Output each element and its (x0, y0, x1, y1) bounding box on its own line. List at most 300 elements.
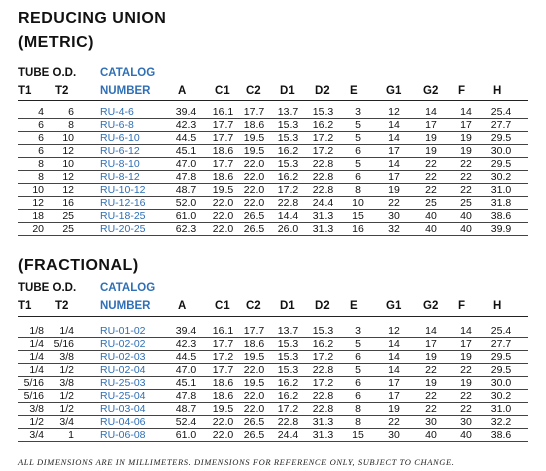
value-cell: 16.2 (277, 171, 299, 183)
value-cell: 17 (460, 119, 472, 131)
value-cell: 17.7 (212, 364, 234, 376)
column-header-d2: D2 (315, 300, 330, 312)
value-cell: 40 (460, 210, 472, 222)
value-cell: 19 (425, 351, 437, 363)
value-cell: 15.3 (277, 338, 299, 350)
value-cell: 22 (460, 403, 472, 415)
value-cell: 16.2 (277, 377, 299, 389)
t2-cell: 12 (62, 184, 74, 196)
value-cell: 8 (355, 403, 361, 415)
table-row (18, 198, 528, 210)
value-cell: 48.7 (175, 184, 197, 196)
value-cell: 22.0 (243, 403, 265, 415)
value-cell: 31.8 (490, 197, 512, 209)
t2-cell: 1/2 (59, 390, 74, 402)
value-cell: 18.6 (243, 119, 265, 131)
value-cell: 15.3 (277, 351, 299, 363)
value-cell: 39.4 (175, 106, 197, 118)
value-cell: 31.0 (490, 403, 512, 415)
value-cell: 30 (388, 429, 400, 441)
value-cell: 22 (425, 390, 437, 402)
t1-cell: 3/8 (29, 403, 44, 415)
value-cell: 22 (425, 184, 437, 196)
catalog-number: RU-25-03 (100, 377, 146, 389)
value-cell: 19 (460, 351, 472, 363)
column-header-f: F (458, 85, 466, 97)
column-header-c2: C2 (246, 85, 261, 97)
value-cell: 17 (388, 377, 400, 389)
t2-cell: 1/2 (59, 364, 74, 376)
value-cell: 16.1 (212, 325, 234, 337)
value-cell: 22.0 (212, 210, 234, 222)
value-cell: 14 (388, 351, 400, 363)
column-header-d1: D1 (280, 300, 295, 312)
catalog-number: RU-02-02 (100, 338, 146, 350)
t2-header: T2 (55, 300, 69, 312)
t1-cell: 1/2 (29, 416, 44, 428)
value-cell: 16.2 (277, 390, 299, 402)
t2-cell: 10 (62, 132, 74, 144)
value-cell: 17 (460, 338, 472, 350)
value-cell: 22.0 (212, 223, 234, 235)
value-cell: 16.1 (212, 106, 234, 118)
value-cell: 22.0 (212, 197, 234, 209)
value-cell: 18.6 (212, 171, 234, 183)
value-cell: 15.3 (277, 364, 299, 376)
value-cell: 8 (355, 184, 361, 196)
column-header-c1: C1 (215, 85, 230, 97)
catalog-number: RU-25-04 (100, 390, 146, 402)
column-header-h: H (493, 85, 502, 97)
value-cell: 42.3 (175, 119, 197, 131)
t2-cell: 3/8 (59, 351, 74, 363)
value-cell: 18.6 (212, 390, 234, 402)
table-row (18, 120, 528, 132)
value-cell: 5 (355, 364, 361, 376)
value-cell: 26.5 (243, 210, 265, 222)
t1-cell: 5/16 (23, 377, 44, 389)
value-cell: 17 (388, 171, 400, 183)
value-cell: 22.8 (277, 197, 299, 209)
value-cell: 15.3 (277, 132, 299, 144)
value-cell: 14 (388, 338, 400, 350)
value-cell: 22.0 (243, 184, 265, 196)
t2-cell: 1/2 (59, 403, 74, 415)
value-cell: 22.8 (312, 390, 334, 402)
table-row (18, 211, 528, 223)
t2-cell: 1 (68, 429, 74, 441)
catalog-number: RU-10-12 (100, 184, 146, 196)
value-cell: 22 (425, 364, 437, 376)
t2-cell: 12 (62, 171, 74, 183)
table-row (18, 339, 528, 351)
t2-header: T2 (55, 85, 69, 97)
value-cell: 12 (388, 325, 400, 337)
number-header: NUMBER (100, 300, 151, 312)
value-cell: 17.7 (212, 158, 234, 170)
value-cell: 52.4 (175, 416, 197, 428)
value-cell: 26.5 (243, 223, 265, 235)
value-cell: 17.7 (212, 119, 234, 131)
column-header-d1: D1 (280, 85, 295, 97)
column-header-a: A (178, 300, 187, 312)
value-cell: 29.5 (490, 158, 512, 170)
value-cell: 31.3 (312, 429, 334, 441)
value-cell: 45.1 (175, 145, 197, 157)
fractional-title: (FRACTIONAL) (18, 257, 139, 274)
t2-cell: 16 (62, 197, 74, 209)
value-cell: 22 (460, 184, 472, 196)
value-cell: 27.7 (490, 338, 512, 350)
value-cell: 30 (388, 210, 400, 222)
table-row (18, 404, 528, 416)
value-cell: 39.4 (175, 325, 197, 337)
value-cell: 17.2 (212, 351, 234, 363)
fractional-header-rule (18, 316, 528, 317)
t1-cell: 12 (32, 197, 44, 209)
value-cell: 26.5 (243, 416, 265, 428)
column-header-h: H (493, 300, 502, 312)
value-cell: 19.5 (212, 403, 234, 415)
value-cell: 40 (425, 210, 437, 222)
value-cell: 14 (388, 364, 400, 376)
value-cell: 39.9 (490, 223, 512, 235)
catalog-number: RU-20-25 (100, 223, 146, 235)
t2-cell: 3/4 (59, 416, 74, 428)
value-cell: 22.0 (243, 390, 265, 402)
value-cell: 22.8 (312, 158, 334, 170)
value-cell: 61.0 (175, 210, 197, 222)
value-cell: 5 (355, 338, 361, 350)
t1-header: T1 (18, 85, 32, 97)
value-cell: 5 (355, 132, 361, 144)
value-cell: 22.0 (212, 416, 234, 428)
table-row (18, 107, 528, 119)
value-cell: 31.0 (490, 184, 512, 196)
t1-cell: 1/4 (29, 338, 44, 350)
value-cell: 14.4 (277, 210, 299, 222)
value-cell: 15.3 (312, 325, 334, 337)
catalog-number: RU-4-6 (100, 106, 134, 118)
table-row (18, 172, 528, 184)
value-cell: 30 (460, 416, 472, 428)
value-cell: 3 (355, 325, 361, 337)
value-cell: 52.0 (175, 197, 197, 209)
value-cell: 31.3 (312, 210, 334, 222)
t1-cell: 10 (32, 184, 44, 196)
tube-od-header: TUBE O.D. (18, 282, 77, 294)
value-cell: 32 (388, 223, 400, 235)
metric-header-rule (18, 100, 528, 101)
value-cell: 27.7 (490, 119, 512, 131)
catalog-number: RU-8-12 (100, 171, 140, 183)
column-header-f: F (458, 300, 466, 312)
value-cell: 17 (388, 390, 400, 402)
value-cell: 17 (425, 338, 437, 350)
value-cell: 17.7 (243, 106, 265, 118)
t2-cell: 25 (62, 210, 74, 222)
value-cell: 17 (388, 145, 400, 157)
table-row (18, 133, 528, 145)
value-cell: 24.4 (312, 197, 334, 209)
value-cell: 22.0 (243, 197, 265, 209)
column-header-c1: C1 (215, 300, 230, 312)
t1-cell: 1/8 (29, 325, 44, 337)
value-cell: 17 (425, 119, 437, 131)
value-cell: 48.7 (175, 403, 197, 415)
footnote: ALL DIMENSIONS ARE IN MILLIMETERS. DIMENSIONS FOR REFERENCE ONLY, SUBJECT TO CHANGE. (18, 457, 455, 467)
table-row (18, 185, 528, 197)
t1-cell: 6 (38, 145, 44, 157)
value-cell: 22 (425, 171, 437, 183)
value-cell: 38.6 (490, 429, 512, 441)
value-cell: 5 (355, 158, 361, 170)
value-cell: 30.2 (490, 390, 512, 402)
value-cell: 22 (425, 403, 437, 415)
column-header-e: E (350, 85, 358, 97)
table-row (18, 352, 528, 364)
t1-cell: 8 (38, 158, 44, 170)
value-cell: 22 (460, 364, 472, 376)
value-cell: 15.3 (312, 106, 334, 118)
t2-cell: 25 (62, 223, 74, 235)
value-cell: 14 (460, 106, 472, 118)
t1-cell: 5/16 (23, 390, 44, 402)
table-row (18, 146, 528, 158)
value-cell: 44.5 (175, 132, 197, 144)
metric-title-line2: (METRIC) (18, 34, 94, 51)
value-cell: 19.5 (243, 132, 265, 144)
value-cell: 14 (460, 325, 472, 337)
value-cell: 17.2 (277, 403, 299, 415)
value-cell: 62.3 (175, 223, 197, 235)
value-cell: 19 (425, 377, 437, 389)
value-cell: 3 (355, 106, 361, 118)
table-row (18, 326, 528, 338)
value-cell: 40 (425, 429, 437, 441)
value-cell: 22 (425, 158, 437, 170)
value-cell: 31.3 (312, 416, 334, 428)
catalog-header: CATALOG (100, 67, 156, 79)
value-cell: 22.0 (243, 171, 265, 183)
value-cell: 25.4 (490, 106, 512, 118)
value-cell: 22.0 (243, 364, 265, 376)
value-cell: 22 (388, 197, 400, 209)
t1-cell: 1/4 (29, 364, 44, 376)
value-cell: 14 (388, 119, 400, 131)
value-cell: 22 (460, 158, 472, 170)
value-cell: 6 (355, 145, 361, 157)
catalog-header: CATALOG (100, 282, 156, 294)
column-header-g1: G1 (386, 300, 402, 312)
t2-cell: 5/16 (53, 338, 74, 350)
t1-cell: 3/4 (29, 429, 44, 441)
value-cell: 15.3 (277, 158, 299, 170)
value-cell: 47.8 (175, 390, 197, 402)
catalog-number: RU-02-03 (100, 351, 146, 363)
number-header: NUMBER (100, 85, 151, 97)
value-cell: 19 (425, 132, 437, 144)
t1-header: T1 (18, 300, 32, 312)
value-cell: 22 (460, 390, 472, 402)
value-cell: 40 (460, 429, 472, 441)
value-cell: 40 (425, 223, 437, 235)
value-cell: 47.0 (175, 158, 197, 170)
table-row (18, 391, 528, 403)
value-cell: 15.3 (277, 119, 299, 131)
table-row (18, 224, 528, 236)
table-row (18, 378, 528, 390)
value-cell: 19 (460, 132, 472, 144)
t2-cell: 3/8 (59, 377, 74, 389)
catalog-number: RU-8-10 (100, 158, 140, 170)
t1-cell: 18 (32, 210, 44, 222)
value-cell: 15 (352, 210, 364, 222)
column-header-g2: G2 (423, 300, 439, 312)
value-cell: 22.8 (277, 416, 299, 428)
value-cell: 19.5 (212, 184, 234, 196)
value-cell: 14 (425, 106, 437, 118)
value-cell: 19 (460, 377, 472, 389)
value-cell: 29.5 (490, 364, 512, 376)
catalog-number: RU-6-12 (100, 145, 140, 157)
value-cell: 30.0 (490, 377, 512, 389)
value-cell: 30 (425, 416, 437, 428)
t1-cell: 8 (38, 171, 44, 183)
value-cell: 13.7 (277, 325, 299, 337)
value-cell: 10 (352, 197, 364, 209)
catalog-number: RU-6-8 (100, 119, 134, 131)
t1-cell: 6 (38, 119, 44, 131)
value-cell: 17.2 (312, 351, 334, 363)
t2-cell: 10 (62, 158, 74, 170)
value-cell: 16 (352, 223, 364, 235)
value-cell: 5 (355, 119, 361, 131)
value-cell: 17.2 (312, 145, 334, 157)
value-cell: 22 (460, 171, 472, 183)
value-cell: 22.8 (312, 184, 334, 196)
value-cell: 6 (355, 171, 361, 183)
value-cell: 17.2 (312, 132, 334, 144)
value-cell: 6 (355, 390, 361, 402)
value-cell: 30.0 (490, 145, 512, 157)
value-cell: 22 (388, 416, 400, 428)
value-cell: 31.3 (312, 223, 334, 235)
value-cell: 13.7 (277, 106, 299, 118)
value-cell: 17.7 (212, 338, 234, 350)
t1-cell: 6 (38, 132, 44, 144)
value-cell: 14 (388, 132, 400, 144)
value-cell: 19 (460, 145, 472, 157)
value-cell: 16.2 (312, 338, 334, 350)
value-cell: 19 (388, 403, 400, 415)
column-header-a: A (178, 85, 187, 97)
catalog-number: RU-03-04 (100, 403, 146, 415)
value-cell: 17.2 (277, 184, 299, 196)
value-cell: 19.5 (243, 377, 265, 389)
catalog-number: RU-02-04 (100, 364, 146, 376)
value-cell: 26.5 (243, 429, 265, 441)
value-cell: 38.6 (490, 210, 512, 222)
value-cell: 18.6 (212, 377, 234, 389)
column-header-e: E (350, 300, 358, 312)
table-row (18, 417, 528, 429)
t2-cell: 1/4 (59, 325, 74, 337)
value-cell: 30.2 (490, 171, 512, 183)
value-cell: 16.2 (312, 119, 334, 131)
value-cell: 25 (425, 197, 437, 209)
t2-cell: 8 (68, 119, 74, 131)
catalog-number: RU-06-08 (100, 429, 146, 441)
value-cell: 44.5 (175, 351, 197, 363)
catalog-number: RU-01-02 (100, 325, 146, 337)
value-cell: 25.4 (490, 325, 512, 337)
column-header-g2: G2 (423, 85, 439, 97)
value-cell: 32.2 (490, 416, 512, 428)
value-cell: 26.0 (277, 223, 299, 235)
value-cell: 25 (460, 197, 472, 209)
value-cell: 19.5 (243, 351, 265, 363)
value-cell: 42.3 (175, 338, 197, 350)
value-cell: 19.5 (243, 145, 265, 157)
value-cell: 8 (355, 416, 361, 428)
value-cell: 22.8 (312, 171, 334, 183)
catalog-number: RU-12-16 (100, 197, 146, 209)
value-cell: 15 (352, 429, 364, 441)
t1-cell: 4 (38, 106, 44, 118)
value-cell: 14 (388, 158, 400, 170)
value-cell: 22.0 (243, 158, 265, 170)
t2-cell: 6 (68, 106, 74, 118)
value-cell: 18.6 (212, 145, 234, 157)
value-cell: 29.5 (490, 132, 512, 144)
catalog-number: RU-04-06 (100, 416, 146, 428)
t1-cell: 20 (32, 223, 44, 235)
value-cell: 40 (460, 223, 472, 235)
catalog-number: RU-6-10 (100, 132, 140, 144)
table-row (18, 430, 528, 442)
column-header-g1: G1 (386, 85, 402, 97)
tube-od-header: TUBE O.D. (18, 67, 77, 79)
value-cell: 22.0 (212, 429, 234, 441)
value-cell: 12 (388, 106, 400, 118)
t1-cell: 1/4 (29, 351, 44, 363)
value-cell: 47.0 (175, 364, 197, 376)
value-cell: 22.8 (312, 364, 334, 376)
t2-cell: 12 (62, 145, 74, 157)
value-cell: 24.4 (277, 429, 299, 441)
value-cell: 22.8 (312, 403, 334, 415)
value-cell: 17.2 (312, 377, 334, 389)
value-cell: 47.8 (175, 171, 197, 183)
value-cell: 6 (355, 377, 361, 389)
table-row (18, 365, 528, 377)
table-row (18, 159, 528, 171)
value-cell: 45.1 (175, 377, 197, 389)
value-cell: 17.7 (243, 325, 265, 337)
column-header-d2: D2 (315, 85, 330, 97)
catalog-number: RU-18-25 (100, 210, 146, 222)
metric-title-line1: REDUCING UNION (18, 10, 167, 27)
value-cell: 19 (425, 145, 437, 157)
value-cell: 6 (355, 351, 361, 363)
value-cell: 19 (388, 184, 400, 196)
value-cell: 61.0 (175, 429, 197, 441)
value-cell: 16.2 (277, 145, 299, 157)
value-cell: 14 (425, 325, 437, 337)
column-header-c2: C2 (246, 300, 261, 312)
value-cell: 29.5 (490, 351, 512, 363)
